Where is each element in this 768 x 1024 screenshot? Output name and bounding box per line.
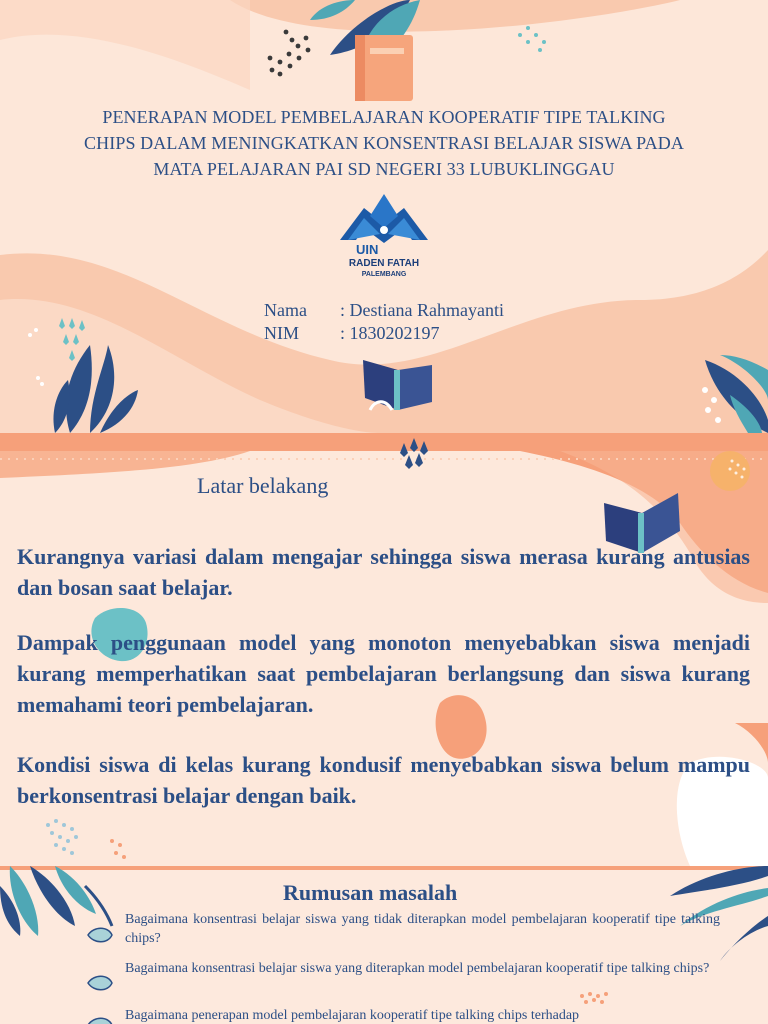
bullet-leaf-icon [86,974,114,992]
nim-label: NIM [264,323,299,343]
question-item: Bagaimana konsentrasi belajar siswa yang diterapkan model pembelajaran kooperatif tipe talking chips? [125,961,710,976]
logo-uin-text: UIN [356,242,379,257]
presentation-title [40,104,728,182]
bullet-leaf-icon [86,926,114,944]
bullet-leaf-icon [86,1016,114,1024]
logo-city-text: PALEMBANG [361,271,407,278]
nama-value: : Destiana Rahmayanti [340,300,504,320]
section-heading: Rumusan masalah [283,880,458,905]
paragraph: Kondisi siswa di kelas kurang kondusif menyebabkan siswa belum mampu berkonsentrasi belajar dengan baik. [17,752,750,808]
section-heading: Latar belakang [197,473,329,498]
logo-name-text: RADEN FATAH [348,258,420,269]
problem-slide [0,866,768,1024]
nim-value: : 1830202197 [340,323,440,343]
paragraph: Kurangnya variasi dalam mengajar sehingga siswa merasa kurang antusias dan bosan saat belajar. [17,544,750,600]
uin-raden-fatah-logo [334,188,434,280]
nama-row [264,299,504,321]
background-slide [0,433,768,866]
book-icon [355,35,413,101]
title-line: MATA PELAJARAN PAI SD NEGERI 33 LUBUKLINGGAU [153,159,615,179]
title-line: PENERAPAN MODEL PEMBELAJARAN KOOPERATIF TIPE TALKING [102,107,666,127]
dots-icon [268,30,311,77]
paragraph: Dampak penggunaan model yang monoton menyebabkan siswa menjadi kurang memperhatikan saat pembelajaran berlangsung dan siswa kurang memahami teori pembelajaran. [17,630,750,717]
question-item: Bagaimana konsentrasi belajar siswa yang tidak diterapkan model pembelajaran kooperatif tipe talking chips? [125,912,720,946]
nim-row [264,322,440,344]
question-item: Bagaimana penerapan model pembelajaran kooperatif tipe talking chips terhadap [125,1008,580,1023]
title-slide [0,0,768,433]
title-line: CHIPS DALAM MENINGKATKAN KONSENTRASI BELAJAR SISWA PADA [84,133,684,153]
nama-label: Nama [264,300,307,320]
